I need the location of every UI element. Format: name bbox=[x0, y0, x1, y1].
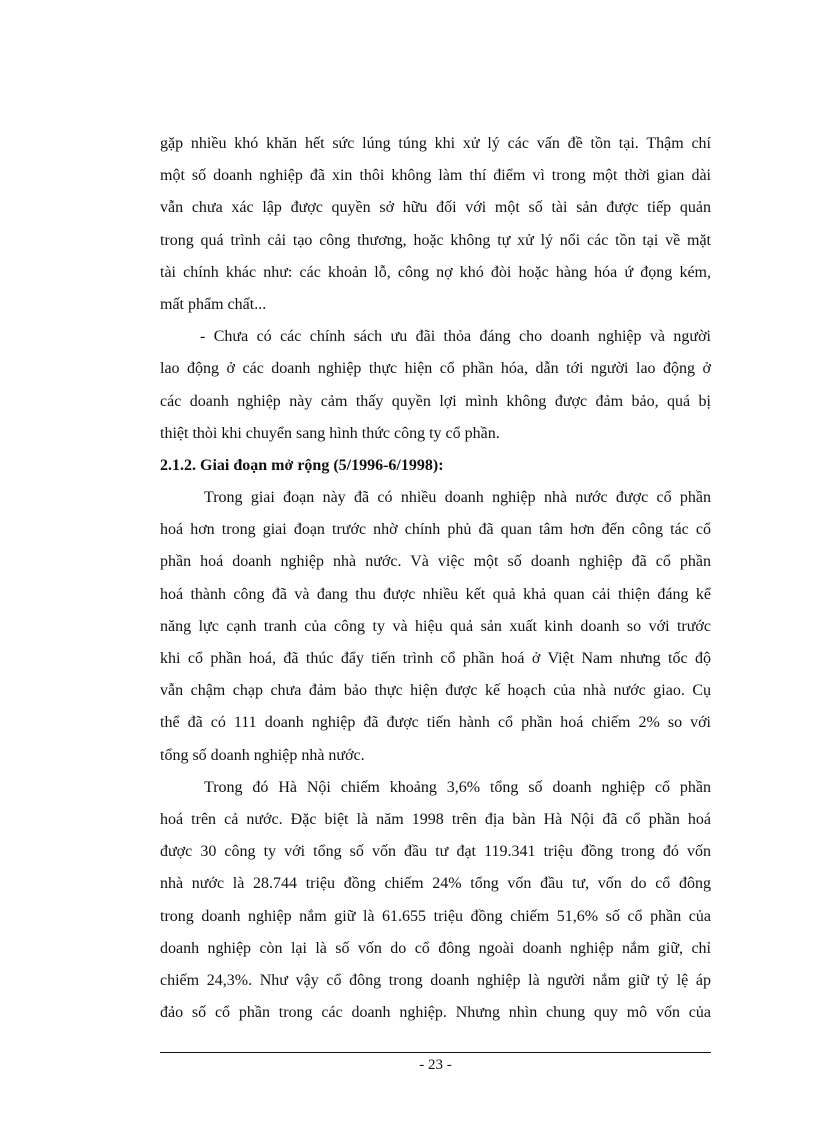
text-line: chiếm 24,3%. Như vậy cổ đông trong doanh nghiệp là người nắm giữ tỷ lệ áp bbox=[160, 971, 711, 989]
text-line: một số doanh nghiệp đã xin thôi không làm thí điểm vì trong một thời gian dài bbox=[160, 167, 711, 185]
text-line: tài chính khác như: các khoản lỗ, công nợ khó đòi hoặc hàng hóa ứ đọng kém, bbox=[160, 263, 711, 281]
text-line: trong quá trình cải tạo công thương, hoặc không tự xử lý nổi các tồn tại về mặt bbox=[160, 231, 711, 249]
text-line: vẫn chậm chạp chưa đảm bảo thực hiện được kế hoạch của nhà nước giao. Cụ bbox=[160, 682, 711, 700]
text-line: hoá trên cả nước. Đặc biệt là năm 1998 trên địa bàn Hà Nội đã cổ phần hoá bbox=[160, 810, 711, 828]
section-heading: 2.1.2. Giai đoạn mở rộng (5/1996-6/1998): bbox=[160, 456, 444, 474]
text-line: Trong giai đoạn này đã có nhiều doanh nghiệp nhà nước được cổ phần bbox=[204, 489, 711, 507]
text-line: trong doanh nghiệp nắm giữ là 61.655 triệu đồng chiếm 51,6% số cổ phần của bbox=[160, 907, 711, 925]
text-line: hoá hơn trong giai đoạn trước nhờ chính phủ đã quan tâm hơn đến công tác cổ bbox=[160, 521, 711, 539]
paragraph-4 bbox=[160, 772, 711, 1030]
document-body bbox=[160, 128, 711, 1029]
page-number: - 23 - bbox=[419, 1057, 452, 1073]
paragraph-3 bbox=[160, 482, 711, 772]
text-line: các doanh nghiệp này cảm thấy quyền lợi mình không được đảm bảo, quá bị bbox=[160, 392, 711, 410]
text-line: nhà nước là 28.744 triệu đồng chiếm 24% tổng vốn đầu tư, vốn do cổ đông bbox=[160, 875, 711, 893]
text-line: vẫn chưa xác lập được quyền sở hữu đối với một số tài sản được tiếp quản bbox=[160, 199, 711, 217]
text-line: năng lực cạnh tranh của công ty và hiệu quả sản xuất kinh doanh so với trước bbox=[160, 617, 711, 635]
text-line: - Chưa có các chính sách ưu đãi thỏa đáng cho doanh nghiệp và người bbox=[200, 328, 711, 346]
text-line: lao động ở các doanh nghiệp thực hiện cổ phần hóa, dẫn tới người lao động ở bbox=[160, 360, 711, 378]
text-line: thiệt thòi khi chuyển sang hình thức công ty cổ phần. bbox=[160, 424, 500, 442]
text-line: mất phẩm chất... bbox=[160, 295, 267, 313]
text-line: hoá thành công đã và đang thu được nhiều kết quả khả quan cải thiện đáng kể bbox=[160, 585, 711, 603]
paragraph-2 bbox=[160, 321, 711, 450]
text-line: đảo số cổ phần trong các doanh nghiệp. Nhưng nhìn chung quy mô vốn của bbox=[160, 1004, 711, 1022]
footer-divider bbox=[160, 1052, 711, 1053]
text-line: doanh nghiệp còn lại là số vốn do cổ đông ngoài doanh nghiệp nắm giữ, chỉ bbox=[160, 939, 711, 957]
text-line: phần hoá doanh nghiệp nhà nước. Và việc một số doanh nghiệp đã cổ phần bbox=[160, 553, 711, 571]
text-line: khi cổ phần hoá, đã thúc đẩy tiến trình cổ phần hoá ở Việt Nam nhưng tốc độ bbox=[160, 650, 711, 667]
text-line: tổng số doanh nghiệp nhà nước. bbox=[160, 746, 365, 764]
text-line: Trong đó Hà Nội chiếm khoảng 3,6% tổng số doanh nghiệp cổ phần bbox=[204, 778, 711, 796]
text-line: được 30 công ty với tổng số vốn đầu tư đạt 119.341 triệu đồng trong đó vốn bbox=[160, 843, 711, 861]
text-line: thể đã có 111 doanh nghiệp đã được tiến hành cổ phần hoá chiếm 2% so với bbox=[160, 714, 711, 732]
text-line: gặp nhiều khó khăn hết sức lúng túng khi xử lý các vấn đề tồn tại. Thậm chí bbox=[160, 135, 711, 152]
paragraph-1 bbox=[160, 128, 711, 321]
